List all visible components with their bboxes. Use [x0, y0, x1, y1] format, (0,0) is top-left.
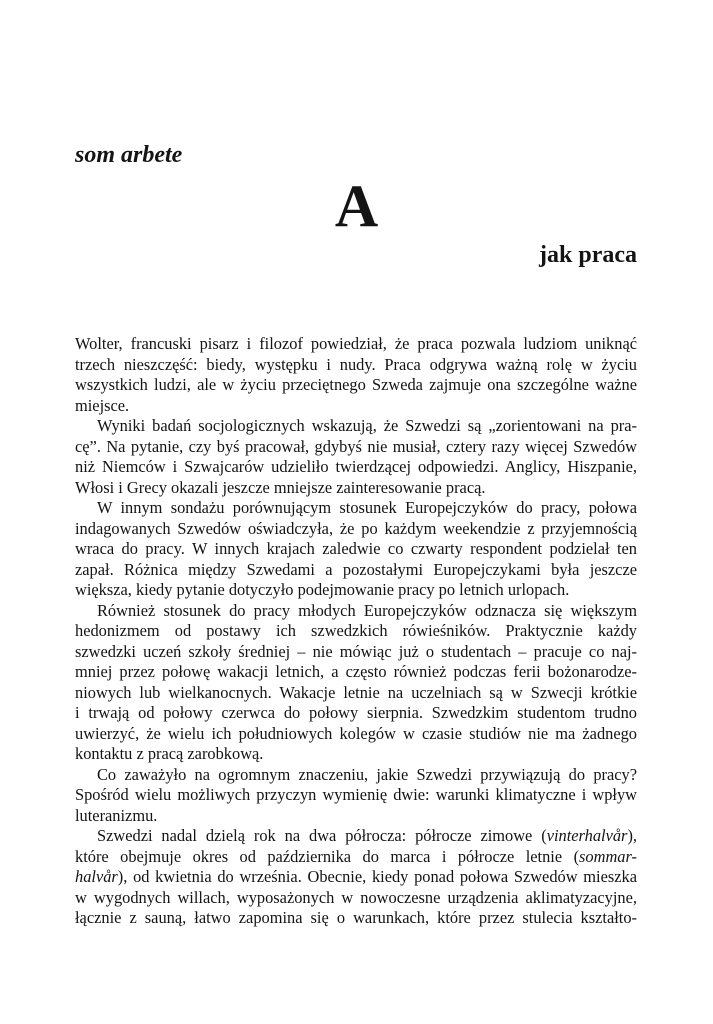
text-line: W innym sondażu porównującym stosunek Europejczyków do pracy, połowa	[97, 498, 637, 517]
line-text: Szwedzi nadal dzielą rok na dwa półrocza: półrocze zimowe (	[97, 826, 547, 845]
text-line: niż Niemców i Szwajcarów udzieliło twierdzącej odpowiedzi. Anglicy, Hiszpanie,	[75, 457, 637, 476]
paragraph	[75, 826, 637, 929]
text-line: Wyniki badań socjologicznych wskazują, że Szwedzi są „zorientowani na pra-	[97, 416, 637, 435]
text-line	[75, 867, 637, 888]
text-line: wszystkich ludzi, ale w życiu przeciętnego Szweda zajmuje ona szczególne ważne	[75, 375, 637, 394]
text-line: w wygodnych willach, wyposażonych w nowoczesne urządzenia aklimatyzacyjne,	[75, 887, 637, 907]
text-line: Spośród wielu możliwych przyczyn wymienię dwie: warunki klimatyczne i wpływ	[75, 785, 637, 804]
text-line: i trwają od połowy czerwca do połowy sierpnia. Szwedzkim studentom trudno	[75, 703, 637, 722]
text-line: Również stosunek do pracy młodych Europejczyków odznacza się większym	[97, 600, 637, 620]
paragraph	[75, 765, 637, 827]
text-line	[75, 826, 637, 847]
text-line: kontaktu z pracą zarobkową.	[75, 744, 264, 763]
text-line: luteranizmu.	[75, 805, 158, 825]
paragraph	[75, 334, 637, 416]
text-line: Co zaważyło na ogromnym znaczeniu, jakie Szwedzi przywiązują do pracy?	[97, 764, 637, 784]
text-line: cę”. Na pytanie, czy byś pracował, gdybyś nie musiał, cztery razy więcej Szwedów	[75, 436, 637, 456]
paragraph	[75, 416, 637, 498]
line-text: ), od kwietnia do września. Obecnie, kiedy ponad połowa Szwedów mieszka	[117, 867, 637, 886]
text-line: niowych lub wielkanocnych. Wakacje letnie na uczelniach są w Szwecji krótkie	[75, 682, 637, 702]
text-line: indagowanych Szwedów oświadczyła, że po każdym weekendzie z przyjemnością	[75, 518, 637, 538]
paragraph	[75, 498, 637, 601]
line-text: które obejmuje okres od października do marca i półrocze letnie (	[75, 846, 580, 866]
body-text	[75, 334, 637, 929]
text-line: Wolter, francuski pisarz i filozof powiedział, że praca pozwala ludziom uniknąć	[75, 334, 637, 353]
text-line	[75, 847, 637, 868]
text-line: szwedzki uczeń szkoły średniej – nie mówiąc już o studentach – pracuje co naj-	[75, 641, 637, 661]
text-line: zapał. Różnica między Szwedami a pozostałymi Europejczykami była jeszcze	[75, 559, 637, 579]
swedish-heading: som arbete	[75, 142, 183, 168]
text-line: uwierzyć, że wielu ich południowych kolegów w czasie studiów nie ma żadnego	[75, 723, 637, 743]
paragraph	[75, 601, 637, 765]
text-line: miejsce.	[75, 395, 130, 415]
line-text: ),	[627, 826, 637, 845]
italic-term: halvår	[75, 867, 118, 886]
text-line: mniej przez połowę wakacji letnich, a często również podczas ferii bożonarodze-	[75, 662, 637, 681]
text-line: trzech nieszczęść: biedy, występku i nudy. Praca odgrywa ważną rolę w życiu	[75, 354, 637, 374]
italic-term: sommar-	[579, 846, 637, 866]
text-line: hedonizmem od postawy ich szwedzkich rówieśników. Praktycznie każdy	[75, 621, 637, 640]
italic-term: vinterhalvår	[546, 826, 628, 845]
text-line: Włosi i Grecy okazali jeszcze mniejsze zainteresowanie pracą.	[75, 477, 486, 497]
chapter-letter: A	[334, 173, 379, 239]
text-line: wraca do pracy. W innych krajach zaledwie co czwarty respondent podzielał ten	[75, 539, 637, 558]
text-line: większa, kiedy pytanie dotyczyło podejmowanie pracy po letnich urlopach.	[75, 580, 570, 599]
text-line: łącznie z sauną, łatwo zapomina się o warunkach, które przez stulecia kształto-	[75, 908, 637, 927]
polish-heading: jak praca	[539, 242, 637, 268]
